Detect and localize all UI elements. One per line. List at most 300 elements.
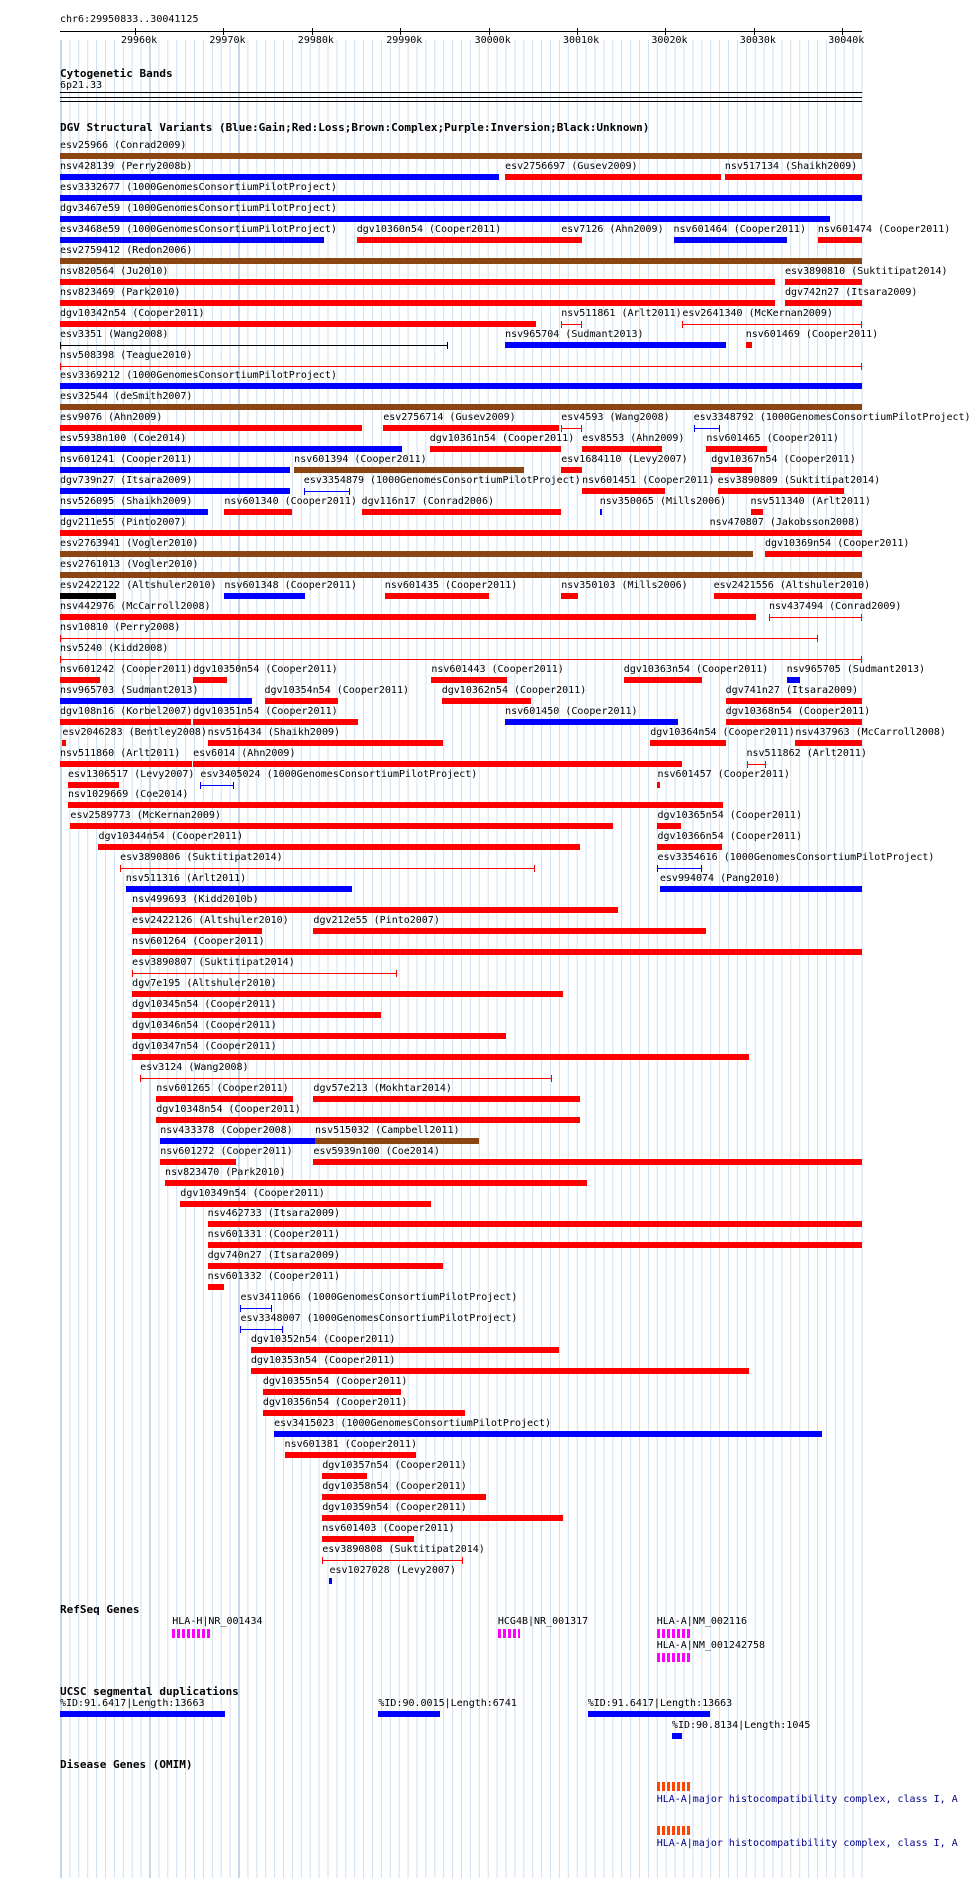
variant-label[interactable]: nsv601451 (Cooper2011) [582,475,715,487]
variant-label[interactable]: esv3415023 (1000GenomesConsortiumPilotProject) [274,1417,552,1429]
variant-bar[interactable] [674,237,787,243]
variant-bar[interactable] [60,509,208,515]
variant-bar[interactable] [60,638,818,639]
variant-bar[interactable] [60,488,290,494]
variant-label[interactable]: nsv601331 (Cooper2011) [207,1229,341,1241]
variant-bar[interactable] [193,677,227,683]
cytoband-band-bottom [60,97,862,98]
variant-label[interactable]: dgv10364n54 (Cooper2011) [650,726,795,738]
variant-bar[interactable] [431,677,506,683]
variant-bar[interactable] [120,868,535,869]
variant-label[interactable]: esv4593 (Wang2008) [561,412,670,424]
variant-bar[interactable] [561,467,582,473]
variant-label[interactable]: esv3351 (Wang2008) [60,328,169,340]
variant-label[interactable]: nsv601450 (Cooper2011) [505,705,638,717]
variant-bar[interactable] [60,425,362,431]
variant-bar[interactable] [785,279,862,285]
variant-label[interactable]: nsv442976 (McCarroll2008) [60,600,211,612]
variant-label[interactable]: dgv10356n54 (Cooper2011) [262,1397,408,1408]
variant-label[interactable]: esv1027028 (Levy2007) [329,1564,456,1576]
ruler-tick [312,28,313,35]
variant-bar[interactable] [60,174,499,180]
variant-label[interactable]: nsv601435 (Cooper2011) [384,579,518,591]
variant-label[interactable]: nsv601348 (Cooper2011) [224,579,357,591]
variant-bar[interactable] [751,509,763,515]
variant-bar[interactable] [60,195,862,201]
variant-label[interactable]: nsv10810 (Perry2008) [60,621,181,633]
variant-label[interactable]: dgv10350n54 (Cooper2011) [193,663,338,675]
variant-label[interactable]: esv3411066 (1000GenomesConsortiumPilotProject) [240,1292,518,1304]
refseq-gene-icon[interactable] [657,1629,691,1638]
variant-label[interactable]: nsv516434 (Shaikh2009) [207,726,341,738]
variant-bar[interactable] [322,1494,486,1500]
variant-label[interactable]: dgv10352n54 (Cooper2011) [250,1334,396,1346]
variant-bar[interactable] [561,324,582,325]
variant-bar[interactable] [160,1138,340,1144]
variant-bar[interactable] [60,366,862,367]
variant-label[interactable]: dgv10344n54 (Cooper2011) [98,831,243,843]
variant-label[interactable]: nsv499693 (Kidd2010b) [132,894,259,906]
ruler-tick [842,28,843,35]
variant-label[interactable]: nsv601465 (Cooper2011) [706,433,839,445]
ruler-tick [400,28,401,35]
variant-bar[interactable] [660,886,862,892]
variant-label[interactable]: nsv965704 (Sudmant2013) [505,328,644,340]
variant-bar[interactable] [561,237,582,243]
variant-label[interactable]: esv3890807 (Suktitipat2014) [132,957,295,969]
variant-label[interactable]: nsv601469 (Cooper2011) [745,328,879,340]
variant-label[interactable]: nsv433378 (Cooper2008) [160,1124,293,1136]
variant-bar[interactable] [165,1180,587,1186]
variant-label[interactable]: esv8553 (Ahn2009) [582,433,685,445]
variant-bar[interactable] [60,698,252,704]
variant-label[interactable]: nsv517134 (Shaikh2009) [724,160,858,172]
variant-label[interactable]: dgv10353n54 (Cooper2011) [250,1355,396,1367]
variant-bar[interactable] [224,509,291,515]
variant-bar[interactable] [682,324,862,325]
variant-label[interactable]: nsv511316 (Arlt2011) [125,873,247,885]
variant-bar[interactable] [285,1452,417,1458]
variant-bar[interactable] [132,949,862,955]
variant-bar[interactable] [132,1033,506,1039]
variant-bar[interactable] [787,677,801,683]
variant-bar[interactable] [60,659,862,660]
variant-bar[interactable] [600,509,602,515]
variant-bar[interactable] [561,428,582,429]
omim-gene-icon[interactable] [657,1826,691,1835]
variant-bar[interactable] [60,593,116,599]
variant-label[interactable]: dgv108n16 (Korbel2007) [60,705,193,717]
variant-label[interactable]: dgv10366n54 (Cooper2011) [657,831,802,843]
variant-label[interactable]: nsv823470 (Park2010) [165,1166,286,1178]
variant-bar[interactable] [657,868,701,869]
variant-label[interactable]: nsv601457 (Cooper2011) [657,768,790,780]
variant-bar[interactable] [98,844,579,850]
variant-bar[interactable] [505,174,721,180]
variant-label[interactable]: esv2761013 (Vogler2010) [60,559,199,570]
variant-bar[interactable] [60,551,753,557]
refseq-gene-icon[interactable] [498,1629,520,1638]
variant-bar[interactable] [60,216,830,222]
variant-label[interactable]: esv3354616 (1000GenomesConsortiumPilotProject) [657,852,935,864]
variant-label[interactable]: esv3124 (Wang2008) [140,1061,249,1073]
variant-label[interactable]: nsv601403 (Cooper2011) [322,1522,455,1534]
variant-bar[interactable] [582,446,662,452]
variant-label[interactable]: dgv10358n54 (Cooper2011) [322,1480,467,1492]
variant-label[interactable]: esv2641340 (McKernan2009) [682,307,833,319]
variant-label[interactable]: nsv1029669 (Coe2014) [68,789,189,801]
refseq-gene-label[interactable]: HLA-H|NR_001434 [172,1616,263,1627]
variant-bar[interactable] [265,698,339,704]
variant-bar[interactable] [714,593,862,599]
variant-bar[interactable] [60,719,191,725]
variant-bar[interactable] [224,593,305,599]
variant-bar[interactable] [60,321,536,327]
track-title-dgv[interactable]: DGV Structural Variants (Blue:Gain;Red:Loss;Brown:Complex;Purple:Inversion;Black:Unknown) [60,121,650,134]
variant-bar[interactable] [657,844,722,850]
variant-bar[interactable] [765,551,862,557]
variant-label[interactable]: esv3405024 (1000GenomesConsortiumPilotProject) [200,768,478,780]
variant-bar[interactable] [725,174,862,180]
variant-bar[interactable] [60,677,100,683]
variant-bar[interactable] [785,300,862,306]
variant-label[interactable]: dgv10368n54 (Cooper2011) [725,705,871,717]
variant-bar[interactable] [251,1347,559,1353]
variant-bar[interactable] [582,488,665,494]
variant-bar[interactable] [304,491,350,492]
variant-bar[interactable] [132,991,563,997]
variant-bar[interactable] [694,428,720,429]
variant-label[interactable]: dgv3467e59 (1000GenomesConsortiumPilotProject) [60,202,337,214]
variant-bar[interactable] [795,740,862,746]
variant-bar[interactable] [430,446,562,452]
variant-bar[interactable] [62,740,66,746]
variant-label[interactable]: esv2046283 (Bentley2008) [62,726,207,738]
variant-bar[interactable] [357,237,562,243]
variant-label[interactable]: nsv437963 (McCarroll2008) [795,726,946,738]
variant-bar[interactable] [706,446,767,452]
ruler-tick [223,28,224,35]
variant-label[interactable]: nsv601264 (Cooper2011) [132,936,265,948]
variant-label[interactable]: esv2759412 (Redon2006) [60,244,193,256]
variant-label[interactable]: dgv10357n54 (Cooper2011) [322,1459,467,1471]
variant-label[interactable]: nsv511340 (Arlt2011) [750,496,871,508]
variant-label[interactable]: esv2589773 (McKernan2009) [70,810,221,822]
variant-bar[interactable] [68,782,119,788]
variant-bar[interactable] [818,237,862,243]
variant-label[interactable]: nsv515032 (Campbell2011) [315,1124,460,1136]
variant-label[interactable]: dgv10359n54 (Cooper2011) [322,1501,467,1513]
variant-bar[interactable] [240,1308,271,1309]
variant-bar[interactable] [60,279,775,285]
variant-label[interactable]: esv3348792 (1000GenomesConsortiumPilotProject) [693,412,971,424]
variant-label[interactable]: esv25966 (Conrad2009) [60,140,187,151]
variant-bar[interactable] [60,258,862,264]
variant-bar[interactable] [180,1201,430,1207]
variant-bar[interactable] [294,467,523,473]
variant-bar[interactable] [60,530,710,536]
variant-bar[interactable] [60,153,862,159]
variant-bar[interactable] [251,1368,749,1374]
variant-label[interactable]: esv5938n100 (Coe2014) [60,433,187,445]
variant-bar[interactable] [208,740,444,746]
variant-bar[interactable] [126,886,352,892]
refseq-gene-icon[interactable] [657,1653,691,1662]
variant-label[interactable]: nsv601272 (Cooper2011) [160,1145,293,1157]
variant-label[interactable]: esv3890810 (Suktitipat2014) [785,265,948,277]
variant-label[interactable]: dgv10345n54 (Cooper2011) [132,998,277,1010]
variant-label[interactable]: esv2421556 (Altshuler2010) [713,579,871,591]
ruler-tick [489,28,490,35]
variant-label[interactable]: esv3890808 (Suktitipat2014) [322,1543,485,1555]
segdup-bar[interactable] [672,1733,682,1739]
variant-bar[interactable] [132,1054,749,1060]
track-title-omim[interactable]: Disease Genes (OMIM) [60,1758,193,1771]
variant-label[interactable]: dgv7e195 (Altshuler2010) [132,978,277,989]
variant-label[interactable]: nsv508398 (Teague2010) [60,349,193,361]
variant-label[interactable]: esv6014 (Ahn2009) [193,747,296,759]
variant-bar[interactable] [60,237,324,243]
variant-bar[interactable] [710,530,862,536]
variant-bar[interactable] [60,467,290,473]
segdup-label[interactable]: %ID:90.0015|Length:6741 [378,1698,517,1709]
variant-label[interactable]: dgv10361n54 (Cooper2011) [429,433,575,445]
variant-label[interactable]: esv1306517 (Levy2007) [68,768,195,780]
variant-label[interactable]: dgv741n27 (Itsara2009) [725,684,859,696]
variant-bar[interactable] [60,383,862,389]
variant-label[interactable]: dgv10355n54 (Cooper2011) [262,1376,408,1388]
omim-gene-label[interactable]: HLA-A|major histocompatibility complex, class I, A [656,1838,958,1849]
variant-label[interactable]: nsv601394 (Cooper2011) [294,454,427,466]
variant-label[interactable]: esv3369212 (1000GenomesConsortiumPilotProject) [60,370,337,382]
ruler-tick-label: 30030k [739,35,776,46]
omim-gene-label[interactable]: HLA-A|major histocompatibility complex, class I, A [656,1794,958,1805]
variant-bar[interactable] [657,823,680,829]
variant-label[interactable]: esv2763941 (Vogler2010) [60,538,199,550]
variant-bar[interactable] [156,1117,579,1123]
variant-bar[interactable] [68,802,723,808]
variant-label[interactable]: nsv601464 (Cooper2011) [673,223,806,235]
variant-label[interactable]: esv3348007 (1000GenomesConsortiumPilotProject) [240,1313,518,1325]
segdup-label[interactable]: %ID:90.8134|Length:1045 [671,1720,811,1731]
variant-label[interactable]: dgv10362n54 (Cooper2011) [441,684,587,696]
variant-bar[interactable] [240,1329,283,1330]
variant-label[interactable]: dgv10348n54 (Cooper2011) [156,1103,301,1115]
variant-label[interactable]: esv2422126 (Altshuler2010) [132,915,289,927]
variant-label[interactable]: nsv820564 (Ju2010) [60,265,169,277]
variant-label[interactable]: nsv526095 (Shaikh2009) [60,496,193,508]
cytoband-band[interactable] [60,92,862,93]
refseq-gene-label[interactable]: HLA-A|NM_002116 [656,1616,747,1627]
variant-label[interactable]: esv2422122 (Altshuler2010) [60,579,217,591]
variant-bar[interactable] [263,1389,401,1395]
variant-label[interactable]: nsv601474 (Cooper2011) [817,223,951,235]
variant-bar[interactable] [650,740,725,746]
variant-bar[interactable] [60,300,775,306]
variant-bar[interactable] [746,342,752,348]
variant-bar[interactable] [200,785,234,786]
segdup-label[interactable]: %ID:91.6417|Length:13663 [587,1698,733,1709]
variant-bar[interactable] [274,1431,822,1437]
variant-bar[interactable] [505,342,726,348]
variant-label[interactable]: nsv5240 (Kidd2008) [60,642,169,654]
segdup-bar[interactable] [60,1711,225,1717]
refseq-gene-icon[interactable] [172,1629,212,1638]
ruler-axis [60,31,862,32]
variant-bar[interactable] [208,1221,862,1227]
variant-bar[interactable] [711,467,752,473]
variant-bar[interactable] [322,1536,414,1542]
variant-bar[interactable] [70,823,612,829]
ruler-tick-label: 30010k [563,35,600,46]
variant-label[interactable]: esv2756714 (Gusev2009) [383,412,516,424]
variant-label[interactable]: esv1684110 (Levy2007) [561,454,688,466]
variant-bar[interactable] [657,782,659,788]
variant-bar[interactable] [60,345,448,346]
variant-bar[interactable] [132,907,618,913]
variant-label[interactable]: esv2756697 (Gusev2009) [505,160,638,172]
variant-label[interactable]: dgv10365n54 (Cooper2011) [657,810,802,822]
variant-bar[interactable] [322,1473,367,1479]
variant-label[interactable]: esv3890809 (Suktitipat2014) [717,475,881,487]
variant-label[interactable]: dgv739n27 (Itsara2009) [60,475,193,487]
variant-label[interactable]: dgv116n17 (Conrad2006) [361,496,494,508]
ruler-tick-label: 30020k [651,35,688,46]
cytoband-label: 6p21.33 [60,80,103,91]
track-title-refseq[interactable]: RefSeq Genes [60,1603,140,1616]
variant-bar[interactable] [362,509,562,515]
variant-bar[interactable] [60,761,192,767]
variant-label[interactable]: nsv601381 (Cooper2011) [284,1438,417,1450]
variant-label[interactable]: nsv350065 (Mills2006) [599,496,727,508]
variant-label[interactable]: nsv601443 (Cooper2011) [431,663,564,675]
refseq-gene-label[interactable]: HCG4B|NR_001317 [497,1616,589,1627]
variant-label[interactable]: nsv601242 (Cooper2011) [60,663,193,675]
variant-label[interactable]: nsv965705 (Sudmant2013) [786,663,926,675]
track-title-cytoband[interactable]: Cytogenetic Bands [60,67,173,80]
variant-label[interactable]: esv7126 (Ahn2009) [561,223,664,235]
variant-label[interactable]: nsv428139 (Perry2008b) [60,160,193,172]
variant-label[interactable]: esv3890806 (Suktitipat2014) [120,852,283,864]
variant-label[interactable]: nsv470807 (Jakobsson2008) [709,517,861,529]
ruler-tick-label: 29970k [209,35,246,46]
ruler-tick-label: 30000k [474,35,511,46]
variant-bar[interactable] [160,1159,235,1165]
variant-bar[interactable] [315,1138,479,1144]
position-label: chr6:29950833..30041125 [60,14,199,25]
variant-label[interactable]: nsv462733 (Itsara2009) [207,1208,341,1220]
variant-bar[interactable] [385,593,489,599]
variant-label[interactable]: nsv965703 (Sudmant2013) [60,684,199,696]
variant-bar[interactable] [193,761,682,767]
variant-label[interactable]: dgv10363n54 (Cooper2011) [623,663,769,675]
variant-label[interactable]: dgv740n27 (Itsara2009) [207,1250,341,1262]
variant-label[interactable]: esv3332677 (1000GenomesConsortiumPilotProject) [60,181,337,193]
variant-bar[interactable] [208,1242,862,1248]
variant-bar[interactable] [140,1078,551,1079]
segdup-bar[interactable] [378,1711,440,1717]
track-title-segdup[interactable]: UCSC segmental duplications [60,1685,239,1698]
variant-label[interactable]: nsv601265 (Cooper2011) [156,1082,289,1094]
variant-label[interactable]: esv5939n100 (Coe2014) [313,1145,440,1157]
variant-label[interactable]: dgv10347n54 (Cooper2011) [132,1040,277,1052]
segdup-label[interactable]: %ID:91.6417|Length:13663 [60,1698,205,1709]
variant-bar[interactable] [313,1159,862,1165]
variant-label[interactable]: dgv10354n54 (Cooper2011) [264,684,409,696]
variant-label[interactable]: dgv57e213 (Mokhtar2014) [313,1082,452,1094]
ruler-tick-label: 29980k [297,35,334,46]
variant-label[interactable]: nsv511860 (Arlt2011) [60,747,181,759]
variant-bar[interactable] [718,488,845,494]
variant-bar[interactable] [60,572,862,578]
variant-label[interactable]: dgv10369n54 (Cooper2011) [764,538,910,550]
variant-label[interactable]: dgv10346n54 (Cooper2011) [132,1019,277,1031]
variant-bar[interactable] [769,617,862,618]
variant-bar[interactable] [726,719,862,725]
omim-gene-icon[interactable] [657,1782,691,1791]
refseq-gene-label[interactable]: HLA-A|NM_001242758 [656,1640,766,1651]
variant-label[interactable]: dgv211e55 (Pinto2007) [60,517,187,529]
variant-label[interactable]: nsv601340 (Cooper2011) [224,496,357,508]
variant-bar[interactable] [322,1560,463,1561]
variant-bar[interactable] [263,1410,465,1416]
variant-bar[interactable] [132,928,262,934]
variant-bar[interactable] [313,928,705,934]
variant-label[interactable]: nsv437494 (Conrad2009) [768,600,902,612]
variant-bar[interactable] [747,764,766,765]
variant-bar[interactable] [60,614,756,620]
variant-bar[interactable] [156,1096,293,1102]
variant-label[interactable]: nsv823469 (Park2010) [60,286,181,298]
ruler-tick [665,28,666,35]
variant-bar[interactable] [313,1096,579,1102]
variant-bar[interactable] [132,1012,381,1018]
variant-bar[interactable] [322,1515,563,1521]
variant-bar[interactable] [329,1578,331,1584]
variant-label[interactable]: nsv601332 (Cooper2011) [207,1271,341,1283]
variant-bar[interactable] [726,698,862,704]
variant-label[interactable]: esv9076 (Ahn2009) [60,412,163,424]
variant-bar[interactable] [132,973,397,974]
variant-label[interactable]: esv32544 (deSmith2007) [60,391,193,403]
variant-label[interactable]: dgv10342n54 (Cooper2011) [60,307,205,319]
variant-label[interactable]: esv3468e59 (1000GenomesConsortiumPilotProject) [60,223,337,235]
variant-bar[interactable] [505,719,678,725]
variant-label[interactable]: esv3354879 (1000GenomesConsortiumPilotProject) [303,475,581,487]
variant-label[interactable]: dgv10367n54 (Cooper2011) [711,454,856,466]
variant-bar[interactable] [442,698,531,704]
variant-label[interactable]: nsv601241 (Cooper2011) [60,454,193,466]
variant-bar[interactable] [624,677,702,683]
variant-label[interactable]: esv994074 (Pang2010) [659,873,781,885]
variant-bar[interactable] [60,446,402,452]
variant-label[interactable]: dgv742n27 (Itsara2009) [785,286,918,298]
variant-label[interactable]: dgv10360n54 (Cooper2011) [356,223,502,235]
variant-label[interactable]: nsv350103 (Mills2006) [561,579,688,591]
variant-bar[interactable] [208,1284,224,1290]
variant-label[interactable]: dgv212e55 (Pinto2007) [313,915,440,927]
segdup-bar[interactable] [588,1711,710,1717]
variant-bar[interactable] [561,593,578,599]
variant-label[interactable]: nsv511862 (Arlt2011) [746,747,867,759]
variant-bar[interactable] [208,1263,443,1269]
variant-label[interactable]: dgv10351n54 (Cooper2011) [193,705,338,717]
variant-label[interactable]: nsv511861 (Arlt2011) [561,307,682,319]
variant-bar[interactable] [383,425,559,431]
variant-bar[interactable] [193,719,358,725]
variant-bar[interactable] [60,404,862,410]
variant-label[interactable]: dgv10349n54 (Cooper2011) [180,1187,325,1199]
